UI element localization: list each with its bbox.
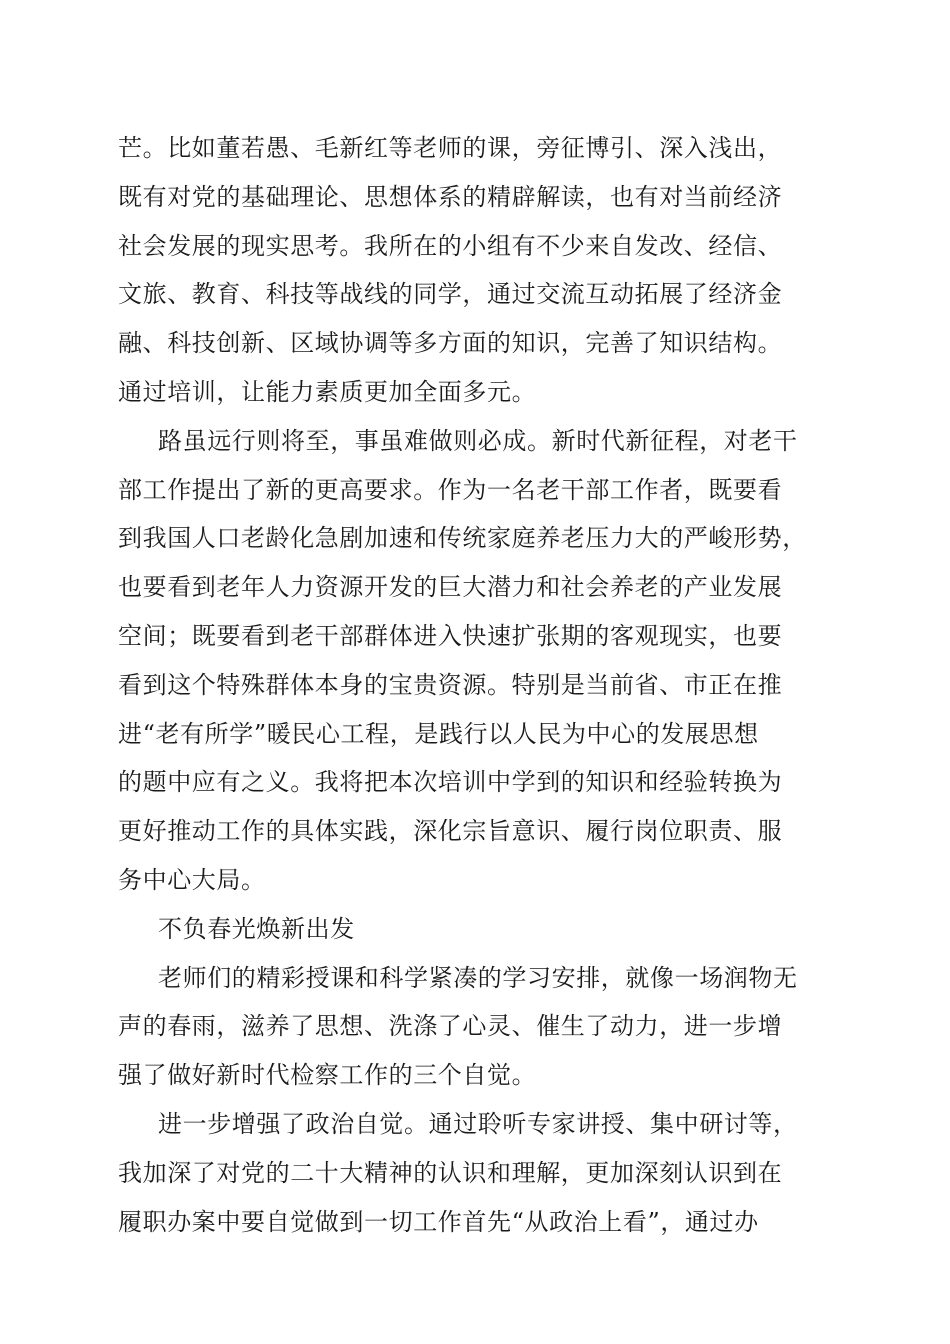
text-line: 文旅、教育、科技等战线的同学，通过交流互动拓展了经济金: [118, 280, 783, 309]
text-line: 声的春雨，滋养了思想、洗涤了心灵、催生了动力，进一步增: [118, 1012, 783, 1041]
text-line: 通过培训，让能力素质更加全面多元。: [118, 377, 537, 406]
text-line: 空间；既要看到老干部群体进入快速扩张期的客观现实，也要: [118, 621, 783, 650]
text-line: 履职办案中要自觉做到一切工作首先“从政治上看”，通过办: [118, 1207, 759, 1236]
paragraph-first-line: 老师们的精彩授课和科学紧凑的学习安排，就像一场润物无: [158, 963, 798, 992]
document-body: [118, 124, 830, 1246]
text-line: 到我国人口老龄化急剧加速和传统家庭养老压力大的严峻形势，: [118, 524, 807, 553]
text-line: 的题中应有之义。我将把本次培训中学到的知识和经验转换为: [118, 768, 783, 797]
text-line: 既有对党的基础理论、思想体系的精辟解读，也有对当前经济: [118, 182, 783, 211]
paragraph-first-line: 路虽远行则将至，事虽难做则必成。新时代新征程，对老干: [158, 426, 798, 455]
text-line: 融、科技创新、区域协调等多方面的知识，完善了知识结构。: [118, 329, 783, 358]
text-line: 更好推动工作的具体实践，深化宗旨意识、履行岗位职责、服: [118, 817, 783, 846]
text-line: 芒。比如董若愚、毛新红等老师的课，旁征博引、深入浅出，: [118, 134, 783, 162]
paragraph-first-line: 不负春光焕新出发: [158, 914, 355, 943]
text-line: 进“老有所学”暖民心工程，是践行以人民为中心的发展思想: [118, 719, 759, 748]
text-line: 强了做好新时代检察工作的三个自觉。: [118, 1061, 537, 1090]
text-line: 我加深了对党的二十大精神的认识和理解，更加深刻认识到在: [118, 1158, 783, 1187]
text-line: 也要看到老年人力资源开发的巨大潜力和社会养老的产业发展: [118, 573, 783, 602]
text-line: 部工作提出了新的更高要求。作为一名老干部工作者，既要看: [118, 475, 783, 504]
text-line: 看到这个特殊群体本身的宝贵资源。特别是当前省、市正在推: [118, 670, 783, 699]
paragraph-first-line: 进一步增强了政治自觉。通过聆听专家讲授、集中研讨等，: [158, 1109, 798, 1138]
text-line: 社会发展的现实思考。我所在的小组有不少来自发改、经信、: [118, 231, 783, 260]
text-line: 务中心大局。: [118, 865, 266, 894]
